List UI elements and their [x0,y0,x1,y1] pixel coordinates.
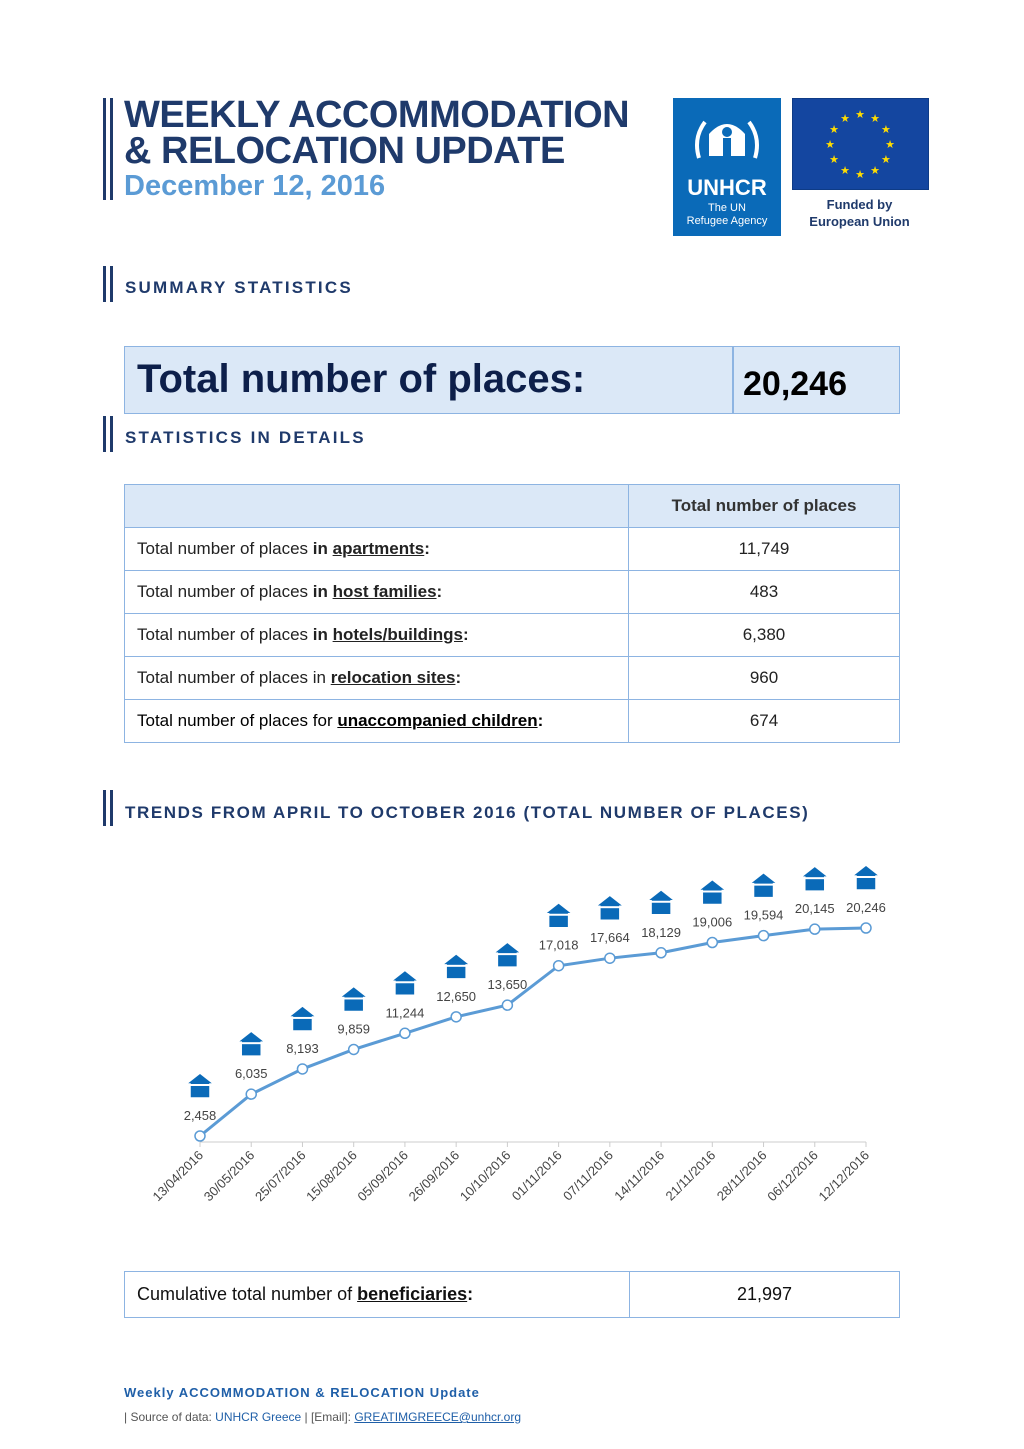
x-tick-label: 28/11/2016 [713,1147,770,1204]
eu-star-icon: ★ [829,154,839,166]
table-row [125,614,900,657]
house-icon [493,942,521,967]
table-row [125,657,900,700]
data-point [605,953,615,963]
data-point [656,948,666,958]
report-date: December 12, 2016 [124,170,386,202]
details-table [124,484,900,743]
row-label [125,657,629,700]
row-label-suffix: : [436,582,443,601]
data-label: 13,650 [487,977,528,993]
house-icon [750,873,778,898]
row-label-key: host families [332,582,437,601]
row-label-key: relocation sites [330,668,456,687]
data-point [297,1064,307,1074]
section-accent-bar [103,790,106,826]
unhcr-emblem-icon [687,108,767,172]
eu-star-icon: ★ [840,164,850,177]
house-icon [288,1006,316,1031]
data-label: 11,244 [385,1005,425,1021]
house-icon [186,1073,214,1098]
unhcr-name: UNHCR [687,175,767,200]
section-accent-bar [110,416,113,452]
eu-star-icon: ★ [870,164,880,177]
row-label-suffix: : [537,711,544,730]
data-label: 6,035 [234,1066,268,1082]
data-point [246,1089,256,1099]
beneficiaries-label-suffix: : [467,1284,474,1304]
data-point [554,961,564,971]
data-label: 20,145 [794,901,835,917]
x-tick-label: 07/11/2016 [560,1147,616,1204]
x-tick-label: 13/04/2016 [149,1147,207,1205]
row-label-key: hotels/buildings [332,625,463,644]
house-icon [442,954,470,979]
table-header-places: Total number of places [629,485,900,528]
table-header-row [125,485,900,528]
row-label-prefix: Total number of places [137,582,313,601]
footer-source [124,1410,521,1424]
house-icon [801,866,829,891]
total-divider [732,347,734,413]
row-value: 483 [629,571,900,614]
data-label: 2,458 [183,1108,217,1123]
eu-star-icon: ★ [825,139,835,151]
house-icon [340,986,368,1011]
eu-star-icon: ★ [840,113,850,126]
row-label-prefix: Total number of places [137,539,313,558]
series-line [200,928,866,1136]
eu-star-icon: ★ [881,154,891,166]
footer-email-prefix: | [Email]: [301,1410,355,1424]
row-label-suffix: : [424,539,430,558]
footer-email-link[interactable]: GREATIMGREECE@unhcr.org [354,1410,521,1424]
eu-stars-icon [793,99,928,189]
data-label: 9,859 [337,1021,370,1037]
footer-source-name: UNHCR Greece [215,1410,302,1424]
title-accent-bar-2 [110,98,113,200]
x-tick-label: 25/07/2016 [251,1147,309,1205]
row-label-mid: in [312,625,333,644]
x-tick-label: 15/08/2016 [303,1147,360,1205]
row-label-prefix: Total number of places in [137,668,331,687]
table-header-empty [125,485,629,528]
footer-title: Weekly ACCOMMODATION & RELOCATION Update [124,1385,480,1400]
table-row [125,528,900,571]
total-places-label: Total number of places: [137,357,586,401]
eu-star-icon: ★ [870,113,880,126]
section-accent-bar [110,790,113,826]
section-accent-bar [103,266,106,302]
unhcr-tagline-2: Refugee Agency [686,215,768,227]
x-tick-label: 01/11/2016 [508,1147,565,1204]
row-value: 674 [629,700,900,743]
x-tick-label: 14/11/2016 [611,1147,668,1204]
beneficiaries-value: 21,997 [630,1272,900,1318]
section-details-heading: STATISTICS IN DETAILS [125,428,366,447]
section-trends-heading: TRENDS FROM APRIL TO OCTOBER 2016 (TOTAL NUMBER OF PLACES) [125,803,810,822]
x-tick-label: 05/09/2016 [354,1147,412,1205]
eu-flag-logo [792,98,929,190]
house-icon [596,895,624,920]
data-point [195,1131,205,1141]
eu-caption [792,196,927,230]
house-icon [852,865,880,890]
beneficiaries-label-prefix: Cumulative total number of [137,1284,358,1304]
section-accent-bar [110,266,113,302]
data-point [502,1000,512,1010]
title-accent-bar [103,98,106,200]
row-label-key: unaccompanied children [337,711,538,730]
row-label [125,614,629,657]
data-label: 17,018 [538,937,579,953]
house-icon [391,970,419,995]
row-label [125,528,629,571]
eu-star-icon: ★ [855,109,865,121]
data-label: 19,594 [743,907,784,923]
x-tick-label: 06/12/2016 [764,1147,821,1205]
row-value: 960 [629,657,900,700]
row-label [125,571,629,614]
data-label: 17,664 [589,930,630,946]
data-point [349,1044,359,1054]
row-value: 11,749 [629,528,900,571]
eu-star-icon: ★ [829,124,839,136]
row-value: 6,380 [629,614,900,657]
data-label: 8,193 [286,1040,319,1056]
row-label-suffix: : [455,668,462,687]
x-tick-label: 26/09/2016 [405,1147,463,1205]
house-icon [237,1031,265,1056]
trend-line-chart [130,850,890,1240]
row-label [125,700,629,743]
data-point [707,937,717,947]
section-summary-heading: SUMMARY STATISTICS [125,278,353,297]
page-title-line2: & RELOCATION UPDATE [124,130,565,172]
data-point [400,1028,410,1038]
eu-star-icon: ★ [885,139,895,151]
house-icon [698,879,726,904]
eu-caption-line1: Funded by [826,197,893,212]
house-icon [545,903,573,928]
x-tick-label: 12/12/2016 [815,1147,873,1205]
house-icon [647,890,675,915]
data-label: 18,129 [641,924,681,940]
beneficiaries-row [125,1272,900,1318]
data-point [810,924,820,934]
data-point [759,931,769,941]
data-label: 12,650 [436,988,477,1004]
beneficiaries-label-key: beneficiaries [357,1284,468,1304]
row-label-key: apartments [332,539,425,558]
data-point [861,923,871,933]
row-label-mid: in [312,539,333,558]
data-point [451,1012,461,1022]
data-label: 20,246 [846,900,886,915]
eu-star-icon: ★ [855,169,865,181]
row-label-prefix: Total number of places [137,625,313,644]
x-tick-label: 21/11/2016 [662,1147,719,1204]
table-row [125,571,900,614]
row-label-mid: in [312,582,333,601]
total-places-value: 20,246 [743,365,847,403]
data-label: 19,006 [692,914,733,930]
table-row [125,700,900,743]
unhcr-tagline-1: The UN [708,202,746,214]
page-title-line1: WEEKLY ACCOMMODATION [124,94,630,136]
footer-source-prefix: | Source of data: [124,1410,216,1424]
x-tick-label: 30/05/2016 [200,1147,258,1205]
eu-caption-line2: European Union [809,214,910,229]
beneficiaries-table [124,1271,900,1318]
x-tick-label: 10/10/2016 [456,1147,514,1205]
eu-star-icon: ★ [881,124,891,136]
row-label-suffix: : [462,625,469,644]
unhcr-logo [673,98,781,236]
beneficiaries-label [125,1272,630,1318]
row-label-prefix: Total number of places for [137,711,338,730]
total-places-box [124,346,900,414]
section-accent-bar [103,416,106,452]
